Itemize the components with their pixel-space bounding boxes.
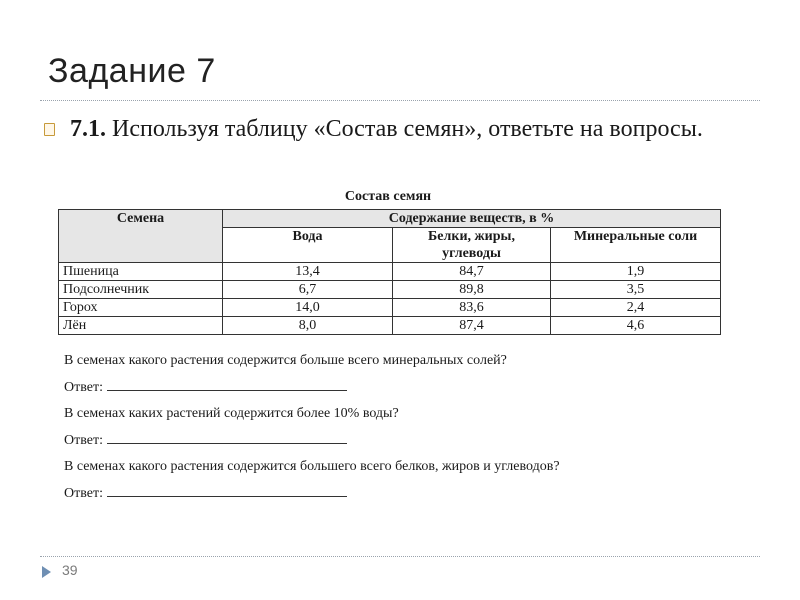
answer-line: [64, 484, 724, 503]
table-row: [59, 317, 721, 335]
header-bju: Белки, жиры, углеводы: [393, 228, 551, 263]
bju-value: 83,6: [393, 299, 551, 317]
task-statement: [44, 114, 744, 145]
task-instruction: Используя таблицу «Состав семян», ответьте на вопросы.: [106, 116, 703, 142]
header-seeds: Семена: [59, 210, 223, 263]
footer-divider: [40, 556, 760, 557]
seed-name: Лён: [59, 317, 223, 335]
title-divider: [40, 100, 760, 101]
play-arrow-icon: [42, 566, 51, 578]
table-caption: Состав семян: [344, 189, 432, 204]
question-block: [64, 405, 724, 450]
table-row: [59, 299, 721, 317]
answer-blank: [107, 484, 347, 497]
answer-label: Ответ:: [64, 380, 103, 395]
table-row: [59, 281, 721, 299]
answer-line: [64, 431, 724, 450]
question-text: В семенах какого растения содержится большего всего белков, жиров и углеводов?: [64, 459, 560, 474]
bju-value: 87,4: [393, 317, 551, 335]
water-value: 13,4: [223, 263, 393, 281]
water-value: 6,7: [223, 281, 393, 299]
task-text: [70, 114, 744, 145]
question-block: [64, 352, 724, 397]
question-block: [64, 458, 724, 503]
water-value: 8,0: [223, 317, 393, 335]
bju-value: 84,7: [393, 263, 551, 281]
task-number: 7.1.: [70, 116, 106, 142]
header-water: Вода: [223, 228, 393, 263]
table-header-row: [59, 210, 721, 228]
bullet-icon: [44, 123, 55, 136]
bju-value: 89,8: [393, 281, 551, 299]
seed-name: Пшеница: [59, 263, 223, 281]
answer-label: Ответ:: [64, 486, 103, 501]
minerals-value: 3,5: [551, 281, 721, 299]
seed-name: Подсолнечник: [59, 281, 223, 299]
minerals-value: 2,4: [551, 299, 721, 317]
question-text: В семенах каких растений содержится более 10% воды?: [64, 406, 399, 421]
minerals-value: 4,6: [551, 317, 721, 335]
water-value: 14,0: [223, 299, 393, 317]
seed-name: Горох: [59, 299, 223, 317]
answer-label: Ответ:: [64, 433, 103, 448]
slide-title: Задание 7: [48, 52, 216, 90]
page-number: 39: [62, 562, 78, 578]
answer-line: [64, 378, 724, 397]
question-text: В семенах какого растения содержится больше всего минеральных солей?: [64, 353, 507, 368]
answer-blank: [107, 378, 347, 391]
header-content: Содержание веществ, в %: [223, 210, 721, 228]
minerals-value: 1,9: [551, 263, 721, 281]
table-row: [59, 263, 721, 281]
answer-blank: [107, 431, 347, 444]
seed-composition-table: [58, 209, 721, 335]
header-minerals: Минеральные соли: [551, 228, 721, 263]
